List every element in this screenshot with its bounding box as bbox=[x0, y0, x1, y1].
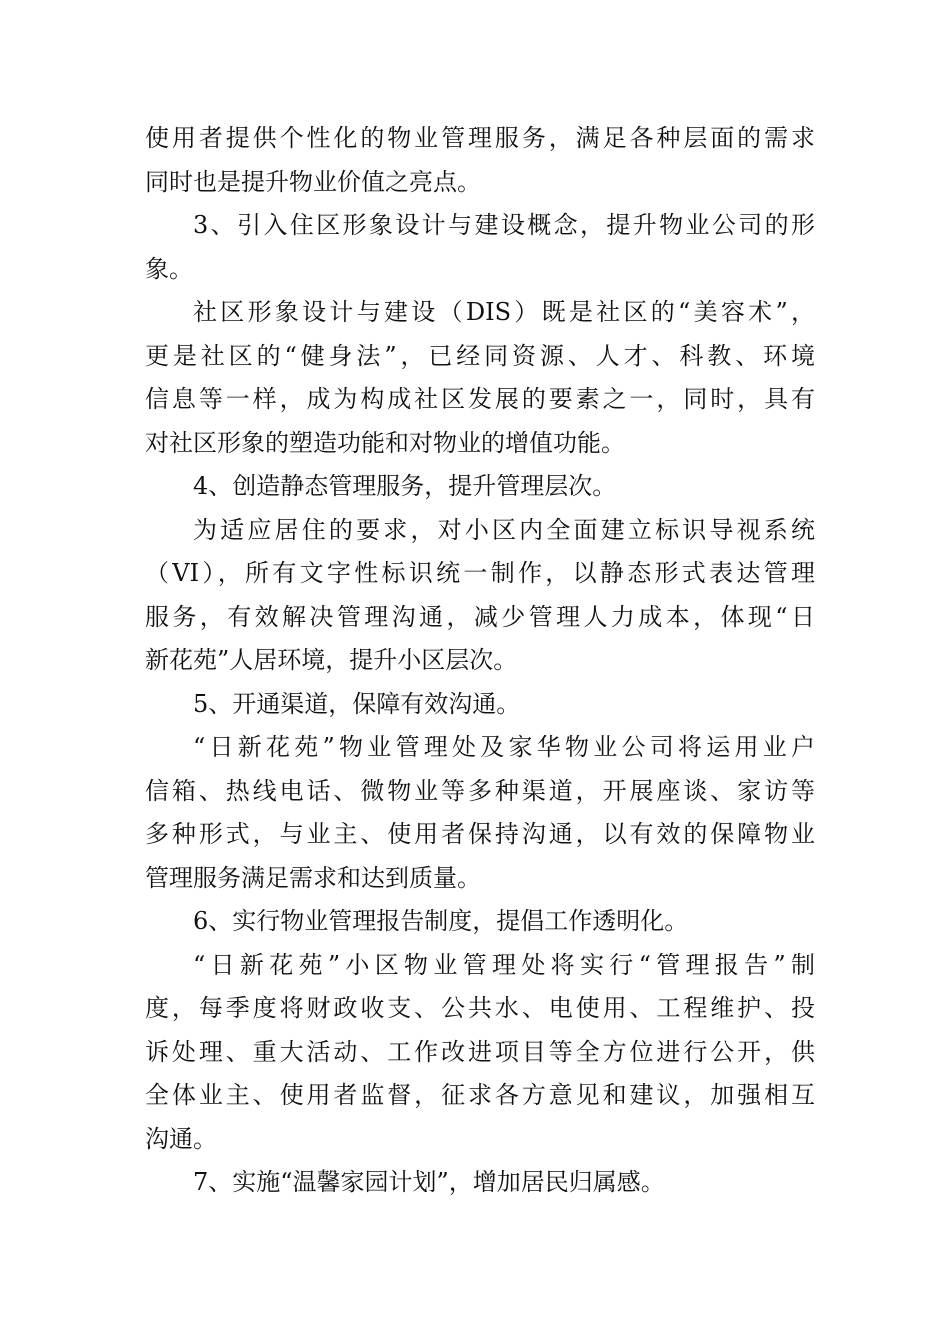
text-line: 度，每季度将财政收支、公共水、电使用、工程维护、投 bbox=[145, 994, 815, 1022]
document-body bbox=[145, 117, 815, 1205]
text-line: 诉处理、重大活动、工作改进项目等全方位进行公开，供 bbox=[145, 1037, 815, 1066]
text-line: 管理服务满足需求和达到质量。 bbox=[145, 863, 481, 892]
text-line: 为适应居住的要求，对小区内全面建立标识导视系统 bbox=[193, 515, 815, 544]
text-line: 同时也是提升物业价值之亮点。 bbox=[145, 167, 481, 196]
text-line: “日新花苑”物业管理处及家华物业公司将运用业户 bbox=[193, 733, 815, 761]
text-line: 沟通。 bbox=[145, 1124, 217, 1153]
text-line: （VI），所有文字性标识统一制作，以静态形式表达管理 bbox=[145, 559, 815, 587]
text-line: 对社区形象的塑造功能和对物业的增值功能。 bbox=[145, 428, 625, 457]
text-line: 多种形式，与业主、使用者保持沟通，以有效的保障物业 bbox=[145, 820, 815, 848]
text-line: 5、开通渠道，保障有效沟通。 bbox=[193, 689, 521, 718]
text-line: 7、实施“温馨家园计划”，增加居民归属感。 bbox=[193, 1168, 665, 1196]
text-line: “日新花苑”小区物业管理处将实行“管理报告”制 bbox=[193, 950, 815, 979]
text-line: 使用者提供个性化的物业管理服务，满足各种层面的需求 bbox=[145, 124, 815, 152]
text-line: 信息等一样，成为构成社区发展的要素之一，同时，具有 bbox=[145, 385, 815, 413]
text-line: 信箱、热线电话、微物业等多种渠道，开展座谈、家访等 bbox=[145, 776, 815, 805]
text-line: 社区形象设计与建设（DIS）既是社区的“美容术”， bbox=[193, 298, 815, 326]
text-line: 更是社区的“健身法”，已经同资源、人才、科教、环境 bbox=[145, 341, 815, 370]
text-line: 6、实行物业管理报告制度，提倡工作透明化。 bbox=[193, 907, 689, 935]
text-line: 3、引入住区形象设计与建设概念，提升物业公司的形 bbox=[193, 211, 815, 239]
text-line: 全体业主、使用者监督，征求各方意见和建议，加强相互 bbox=[145, 1081, 815, 1109]
text-line: 4、创造静态管理服务，提升管理层次。 bbox=[193, 472, 617, 500]
text-line: 新花苑”人居环境，提升小区层次。 bbox=[145, 646, 518, 674]
text-line: 象。 bbox=[145, 254, 193, 283]
text-line: 服务，有效解决管理沟通，减少管理人力成本，体现“日 bbox=[145, 602, 815, 631]
